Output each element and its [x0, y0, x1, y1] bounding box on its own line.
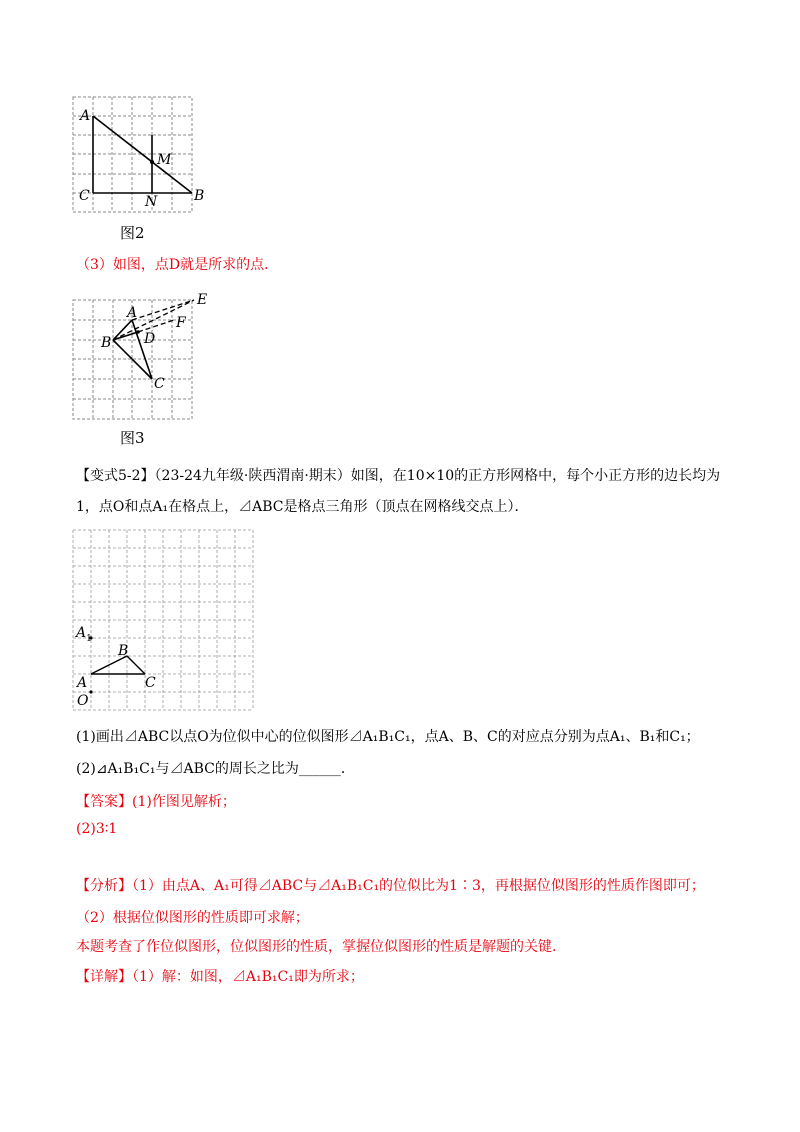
fig3-label-a: A [127, 305, 138, 321]
problem-line-1: 【变式5-2】（23-24九年级·陕西渭南·期末）如图，在10×10的正方形网格中，每个小正方形的边长均为 [76, 468, 721, 484]
question-2: (2)⊿A₁B₁C₁与⊿ABC的周长之比为______． [76, 761, 355, 777]
grid-label-o: O [77, 693, 89, 709]
fig3-label-d: D [144, 331, 156, 347]
fig2-label-c: C [79, 188, 90, 204]
answer-line-1: 【答案】(1)作图见解析； [76, 794, 236, 810]
fig2-label-b: B [194, 188, 205, 204]
grid-label-c: C [145, 675, 156, 691]
fig2-caption: 图2 [120, 224, 145, 242]
detail-line-1: 【详解】（1）解：如图，⊿A₁B₁C₁即为所求； [76, 969, 364, 985]
question-1: (1)画出⊿ABC以点O为位似中心的位似图形⊿A₁B₁C₁，点A、B、C的对应点分别为点A₁、B₁和C₁； [76, 729, 700, 745]
answer-line-2: (2)3∶1 [76, 821, 118, 837]
fig2-label-a: A [80, 108, 91, 124]
problem-line-2: 1，点O和点A₁在格点上，⊿ABC是格点三角形（顶点在网格线交点上）． [76, 499, 529, 515]
fig3-caption: 图3 [120, 429, 145, 447]
grid-label-b: B [118, 643, 129, 659]
fig3-label-c: C [154, 376, 165, 392]
grid-label-a: A [77, 675, 88, 691]
analysis-line-2: （2）根据位似图形的性质即可求解； [76, 910, 309, 926]
fig2-label-m: M [157, 152, 172, 168]
fig3-label-f: F [176, 315, 186, 331]
grid-label-a1-sub: 1 [86, 633, 92, 644]
point-o [89, 690, 92, 693]
grid-label-a1: $A_1$ [76, 625, 92, 644]
grid-figure-lines [73, 530, 253, 710]
step-3-text: （3）如图，点D就是所求的点． [76, 257, 279, 273]
fig2-label-n: N [145, 194, 158, 210]
fig3-label-e: E [197, 292, 208, 308]
analysis-line-3: 本题考查了作位似图形，位似图形的性质，掌握位似图形的性质是解题的关键． [76, 939, 566, 955]
analysis-line-1: 【分析】（1）由点A、A₁可得⊿ABC与⊿A₁B₁C₁的位似比为1∶3，再根据位似图形的性质作图即可； [76, 878, 705, 894]
fig3-label-b: B [101, 335, 112, 351]
